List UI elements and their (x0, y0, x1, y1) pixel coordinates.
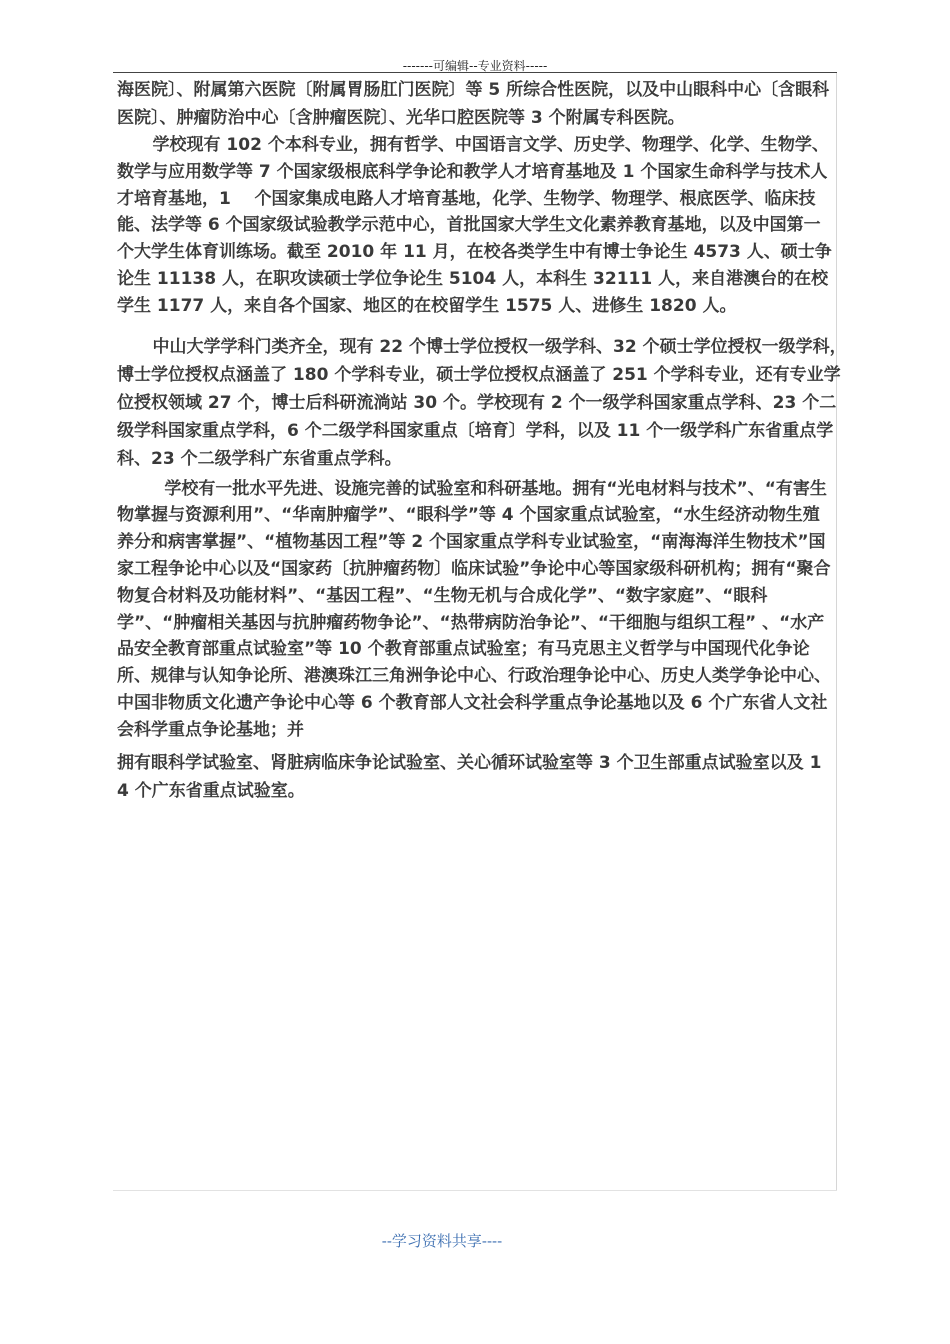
bottom-margin-rule (113, 1190, 837, 1191)
header-divider (113, 72, 837, 73)
page-footer-text: --学习资料共享---- (381, 1232, 503, 1250)
paragraph-affiliated-hospitals: 海医院〕、附属第六医院〔附属胃肠肛门医院〕等 5 所综合性医院，以及中山眼科中心〔含眼科医院〕、肿瘤防治中心〔含肿瘤医院〕、光华口腔医院等 3 个附属专科医院。 (117, 80, 830, 128)
paragraph-health-labs: 拥有眼科学试验室、肾脏病临床争论试验室、关心循环试验室等 3 个卫生部重点试验室以及 14 个广东省重点试验室。 (117, 752, 822, 801)
page-header-text: -------可编辑--专业资料----- (402, 59, 548, 73)
paragraph-disciplines: 中山大学学科门类齐全，现有 22 个博士学位授权一级学科、32 个硕士学位授权一级学科，博士学位授权点涵盖了 180 个学科专业，硕士学位授权点涵盖了 251 个学科专业，还有专业学位授权领域 27 个，博士后科研流淌站 30 个。学校现有 2 个一级学科国家重点学科、23 个二级学科国家重点学科，6 个二级学科国家重点〔培育〕学科，以及 11 个一级学科广东省重点学科、23 个二级学科广东省重点学科。 (117, 336, 847, 469)
paragraph-undergraduate-programs: 学校现有 102 个本科专业，拥有哲学、中国语言文学、历史学、物理学、化学、生物学、数学与应用数学等 7 个国家级根底科学争论和教学人才培育基地及 1 个国家生命科学与技术人才培育基地，1 个国家集成电路人才培育基地，化学、生物学、物理学、根底医学、临床技能、法学等 6 个国家级试验教学示范中心，首批国家大学生文化素养教育基地，以及中国第一个大学生体育训练场。截至 2010 年 11 月，在校各类学生中有博士争论生 4573 人、硕士争论生 11138 人，在职攻读硕士学位争论生 5104 人，本科生 32111 人，来自港澳台的在校学生 1177 人，来自各个国家、地区的在校留学生 1575 人、进修生 1820 人。 (117, 135, 832, 316)
paragraph-laboratories: 学校有一批水平先进、设施完善的试验室和科研基地。拥有“光电材料与技术”、“有害生物掌握与资源利用”、“华南肿瘤学”、“眼科学”等 4 个国家重点试验室，“水生经济动物生殖养分和病害掌握”、“植物基因工程”等 2 个国家重点学科专业试验室，“南海海洋生物技术”国家工程争论中心以及“国家药〔抗肿瘤药物〕临床试验”争论中心等国家级科研机构；拥有“聚合物复合材料及功能材料”、“基因工程”、“生物无机与合成化学”、“数字家庭”、“眼科学”、“肿瘤相关基因与抗肿瘤药物争论”、“热带病防治争论”、“干细胞与组织工程” 、“水产品安全教育部重点试验室”等 10 个教育部重点试验室；有马克思主义哲学与中国现代化争论所、规律与认知争论所、港澳珠江三角洲争论中心、行政治理争论中心、历史人类学争论中心、中国非物质文化遗产争论中心等 6 个教育部人文社会科学重点争论基地以及 6 个广东省人文社会科学重点争论基地；并 (117, 478, 831, 740)
document-body (117, 77, 852, 805)
